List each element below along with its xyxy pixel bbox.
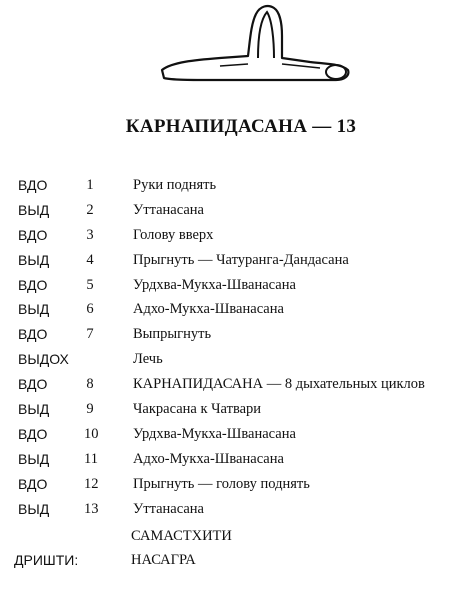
- breath-label: ВДО: [18, 226, 48, 243]
- breath-label: ВЫД: [18, 301, 50, 318]
- action-text: Урдхва-Мукха-Шванасана: [133, 276, 296, 293]
- action-text: Адхо-Мукха-Шванасана: [133, 450, 284, 467]
- count-number: 1: [86, 177, 94, 193]
- count-number: 11: [84, 450, 98, 467]
- action-text: Лечь: [133, 351, 163, 368]
- count-number: 10: [84, 425, 99, 442]
- count-number: 3: [86, 226, 94, 243]
- count-number: 4: [86, 251, 94, 268]
- action-text: КАРНАПИДАСАНА — 8 дыхательных циклов: [133, 376, 425, 393]
- count-number: 8: [86, 376, 94, 393]
- breath-label: ВЫД: [18, 201, 50, 218]
- action-text: Урдхва-Мукха-Шванасана: [133, 425, 296, 442]
- sequence-row: [0, 475, 468, 500]
- action-text: Прыгнуть — Чатуранга-Дандасана: [133, 251, 349, 268]
- count-number: 2: [86, 201, 94, 218]
- sequence-row: [0, 201, 468, 226]
- sequence-list: [0, 176, 468, 524]
- breath-label: ВЫД: [18, 251, 50, 268]
- samasthiti-label: САМАСТХИТИ: [131, 528, 232, 544]
- action-text: Уттанасана: [133, 201, 204, 218]
- sequence-row: [0, 276, 468, 301]
- action-text: Голову вверх: [133, 226, 214, 243]
- breath-label: ВЫД: [18, 500, 50, 517]
- breath-label: ВЫДОХ: [18, 351, 69, 368]
- sequence-row: [0, 400, 468, 425]
- sequence-row: [0, 226, 468, 251]
- action-text: Прыгнуть — голову поднять: [133, 475, 310, 492]
- breath-label: ВДО: [18, 177, 48, 193]
- count-number: 6: [86, 301, 94, 318]
- drishti-value: НАСАГРА: [131, 552, 196, 568]
- action-text: Уттанасана: [133, 500, 204, 517]
- sequence-row: [0, 450, 468, 475]
- sequence-row: [0, 325, 468, 350]
- breath-label: ВЫД: [18, 450, 50, 467]
- count-number: 13: [84, 500, 99, 517]
- breath-label: ВДО: [18, 376, 48, 393]
- count-number: 9: [86, 401, 94, 418]
- count-number: 7: [86, 326, 94, 343]
- sequence-row: [0, 176, 468, 201]
- page-title: КАРНАПИДАСАНА — 13: [125, 116, 357, 137]
- count-number: 12: [84, 475, 99, 492]
- sequence-row: [0, 300, 468, 325]
- breath-label: ВДО: [18, 326, 48, 343]
- breath-label: ВДО: [18, 276, 48, 293]
- sequence-row: [0, 350, 468, 375]
- drishti-label: ДРИШТИ:: [14, 552, 79, 568]
- sequence-row: [0, 251, 468, 276]
- action-text: Чакрасана к Чатвари: [133, 401, 262, 418]
- action-text: Руки поднять: [133, 177, 217, 193]
- count-number: 5: [86, 276, 94, 293]
- karnapidasana-figure-icon: [150, 0, 360, 90]
- breath-label: ВЫД: [18, 401, 50, 418]
- sequence-row: [0, 425, 468, 450]
- sequence-row: [0, 375, 468, 400]
- breath-label: ВДО: [18, 425, 48, 442]
- action-text: Адхо-Мукха-Шванасана: [133, 301, 284, 318]
- sequence-row: [0, 500, 468, 525]
- action-text: Выпрыгнуть: [133, 326, 212, 343]
- breath-label: ВДО: [18, 475, 48, 492]
